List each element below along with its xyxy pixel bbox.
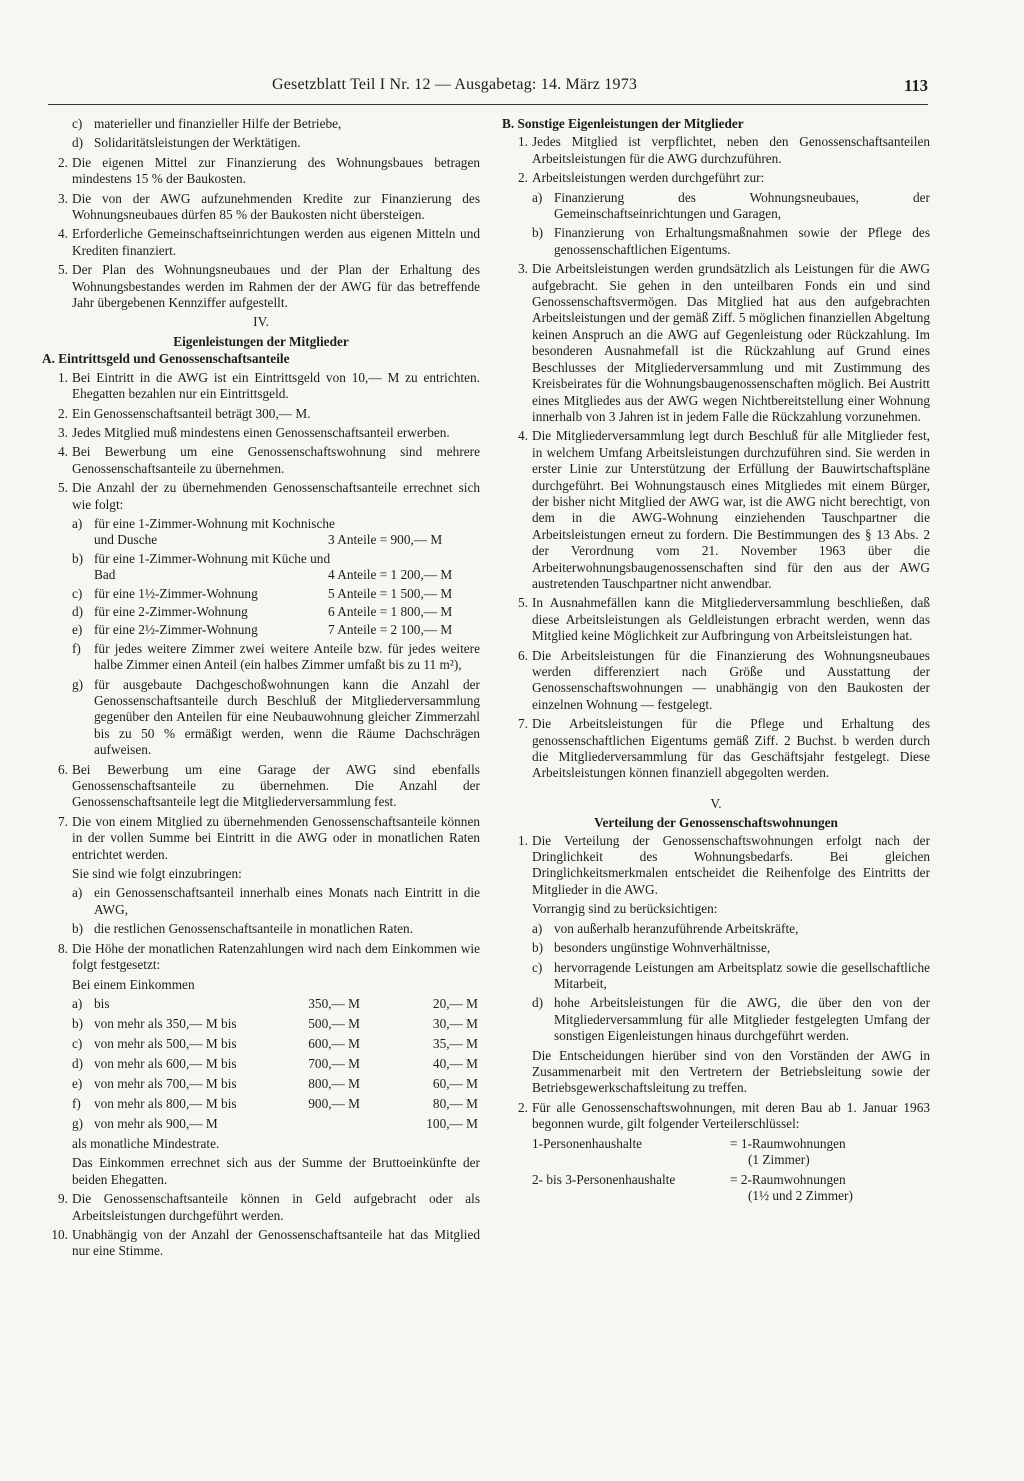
share-row: e) für eine 2½-Zimmer-Wohnung 7 Anteile = 2 100,— M	[72, 622, 453, 638]
income-row: c) von mehr als 500,— M bis 600,— M 35,— M	[72, 1035, 478, 1051]
left-column	[42, 116, 480, 1263]
header-title: Gesetzblatt Teil I Nr. 12 — Ausgabetag: 14. März 1973	[272, 76, 638, 93]
section-title: Verteilung der Genossenschaftswohnungen	[594, 815, 838, 831]
income-row: a) bis 350,— M 20,— M	[72, 995, 478, 1011]
paragraph-b4: 4. Die Mitgliederversammlung legt durch Beschluß für alle Mitglieder fest, in welchem Umfang Arbeitsleistungen durchzuführen sind. Sie werden in erster Linie zur Unterstützung der Erfüllung der Bauwirtschaftspläne durchgeführt. Bei Wohnungstausch eines Mitgliedes mit einem Bürger, der bisher nicht Mitglied der AWG war, ist die AWG nicht berechtigt, von dem in die AWG-Wohnung einziehenden Tauschpartner die Arbeitsleistungen erneut zu fordern. Die Bestimmungen des § 13 Abs. 2 der Verordnung vom 21. November 1963 über die Arbeiterwohnungsbaugenossenschaften sind für den aus der AWG austretenden Tauschpartner nicht anwendbar.	[518, 428, 930, 591]
list-item: a) ein Genossenschaftsanteil innerhalb eines Monats nach Eintritt in die AWG,	[72, 885, 480, 917]
share-row: b) für eine 1-Zimmer-Wohnung mit Küche und Bad 4 Anteile = 1 200,— M	[72, 550, 453, 583]
income-row: d) von mehr als 600,— M bis 700,— M 40,— M	[72, 1055, 478, 1071]
section-number: V.	[710, 795, 722, 811]
income-row: b) von mehr als 350,— M bis 500,— M 30,— M	[72, 1015, 478, 1031]
paragraph-b7: 7. Die Arbeitsleistungen für die Pflege und Erhaltung des genossenschaftlichen Eigentums gemäß Ziff. 2 Buchst. b werden durch die Mitgliederversammlung für das Geschäftsjahr festgelegt. Diese Arbeitsleistungen können finanziell abgegolten werden.	[518, 716, 930, 781]
share-row: c) für eine 1½-Zimmer-Wohnung 5 Anteile = 1 500,— M	[72, 585, 453, 601]
paragraph-text: Vorrangig sind zu berücksichtigen:	[532, 901, 718, 917]
paragraph-b3: 3. Die Arbeitsleistungen werden grundsätzlich als Leistungen für die AWG aufgebracht. Sie gehen in den unteilbaren Fonds ein und sind Genossenschaftsvermögen. Das Mitglied hat aus den aufgebrachten Arbeitsleistungen und der gemäß Ziff. 5 möglichen finanziellen Abgeltung keinen Anspruch an die AWG auf Gegenleistung oder Rückzahlung. Im besonderen Ausnahmefall ist die Rückzahlung auf Grund eines Beschlusses der Mitgliederversammlung und mit Zustimmung des Kreisbeirates für die Wohnungsbaugenossenschaften möglich. Bei Austritt eines Mitgliedes aus der AWG wegen Nichtbereitstellung einer Wohnung innerhalb von 3 Jahren ist in jedem Falle die Rückzahlung vorzunehmen.	[518, 261, 930, 424]
paragraph-a2: 2. Ein Genossenschaftsanteil beträgt 300,— M.	[58, 405, 311, 421]
paragraph-b5: 5. In Ausnahmefällen kann die Mitgliederversammlung beschließen, daß diese Arbeitsleistungen als Geldleistungen erbracht werden, wenn das Mitglied keine Möglichkeit zur Aufbringung von Arbeitsleistungen hat.	[518, 595, 930, 644]
paragraph-b2: 2. Arbeitsleistungen werden durchgeführt zur:	[518, 170, 765, 186]
paragraph-5: 5. Der Plan des Wohnungsneubaues und der Plan der Erhaltung des Wohnungsbestandes werden im Rahmen der der AWG für das betreffende Jahr übergebenen Kennziffer aufgestellt.	[58, 262, 480, 311]
paragraph-a10: 10. Unabhängig von der Anzahl der Genossenschaftsanteile hat das Mitglied nur eine Stimme.	[51, 1226, 480, 1259]
share-row: a) für eine 1-Zimmer-Wohnung mit Kochnische und Dusche 3 Anteile = 900,— M	[72, 515, 443, 548]
paragraph-a9: 9. Die Genossenschaftsanteile können in Geld aufgebracht oder als Arbeitsleistungen durchgeführt werden.	[58, 1191, 480, 1223]
paragraph-3: 3. Die von der AWG aufzunehmenden Kredite zur Finanzierung des Wohnungsneubaues dürfen 85 % der Baukosten nicht übersteigen.	[58, 190, 480, 223]
distribution-row: 2- bis 3-Personenhaushalte = 2-Raumwohnungen (1½ und 2 Zimmer)	[532, 1171, 853, 1203]
subsection-title: B. Sonstige Eigenleistungen der Mitglieder	[502, 116, 744, 131]
paragraph-4: 4. Erforderliche Gemeinschaftseinrichtungen werden aus eigenen Mitteln und Krediten finanziert.	[58, 226, 480, 258]
paragraph-a8: 8. Die Höhe der monatlichen Ratenzahlungen wird nach dem Einkommen wie folgt festgesetzt:	[58, 940, 480, 973]
paragraph-2: 2. Die eigenen Mittel zur Finanzierung des Wohnungsbaues betragen mindestens 15 % der Baukosten.	[58, 154, 480, 187]
section-number: IV.	[253, 314, 269, 330]
list-item: d) hohe Arbeitsleistungen für die AWG, die über den von der Mitgliederversammlung für alle Mitglieder festgelegten Umfang der sonstigen Eigenleistungen hinaus durchgeführt werden.	[532, 995, 930, 1044]
paragraph-a6: 6. Bei Bewerbung um eine Garage der AWG sind ebenfalls Genossenschaftsanteile zu übernehmen. Die Anzahl der Genossenschaftsanteile legt die Mitgliederversammlung fest.	[58, 761, 480, 810]
paragraph-a7: 7. Die von einem Mitglied zu übernehmenden Genossenschaftsanteile können in der vollen Summe bei Eintritt in die AWG oder in monatlichen Raten entrichtet werden.	[58, 813, 480, 862]
paragraph-text: als monatliche Mindestrate.	[72, 1135, 220, 1151]
income-row: e) von mehr als 700,— M bis 800,— M 60,— M	[72, 1075, 478, 1091]
subsection-title: A. Eintrittsgeld und Genossenschaftsanteile	[42, 351, 290, 367]
paragraph-a1: 1. Bei Eintritt in die AWG ist ein Eintrittsgeld von 10,— M zu entrichten. Ehegatten bezahlen nur ein Eintrittsgeld.	[58, 369, 480, 402]
paragraph-text: Sie sind wie folgt einzubringen:	[72, 866, 242, 882]
paragraph-a4: 4. Bei Bewerbung um eine Genossenschaftswohnung sind mehrere Genossenschaftsanteile zu übernehmen.	[58, 444, 480, 476]
list-item: a) von außerhalb heranzuführende Arbeitskräfte,	[532, 920, 799, 936]
list-item: c) materieller und finanzieller Hilfe der Betriebe,	[72, 116, 342, 131]
list-item: f) für jedes weitere Zimmer zwei weitere Anteile bzw. für jedes weitere halbe Zimmer einen Anteil (ein halbes Zimmer umfaßt bis zu 11 m²),	[72, 640, 480, 673]
distribution-row: 1-Personenhaushalte = 1-Raumwohnungen (1 Zimmer)	[532, 1135, 846, 1167]
paragraph-text: Das Einkommen errechnet sich aus der Summe der Bruttoeinkünfte der beiden Ehegatten.	[72, 1155, 480, 1187]
list-item: c) hervorragende Leistungen am Arbeitsplatz sowie die gesellschaftliche Mitarbeit,	[532, 959, 930, 991]
list-item: a) Finanzierung des Wohnungsneubaues, der Gemeinschaftseinrichtungen und Garagen,	[532, 189, 930, 222]
income-row: f) von mehr als 800,— M bis 900,— M 80,— M	[72, 1095, 478, 1111]
income-row: g) von mehr als 900,— M 100,— M	[72, 1115, 478, 1131]
paragraph-v1: 1. Die Verteilung der Genossenschaftswohnungen erfolgt nach der Dringlichkeit des Wohnungsbedarfs. Bei gleichen Dringlichkeitsmerkmalen entscheidet die Reihenfolge des Eintritts der Mitglieder in die AWG.	[518, 832, 930, 897]
paragraph-b1: 1. Jedes Mitglied ist verpflichtet, neben den Genossenschaftsanteilen Arbeitsleistungen für die AWG durchzuführen.	[518, 134, 930, 166]
list-item: b) die restlichen Genossenschaftsanteile in monatlichen Raten.	[72, 921, 414, 937]
right-column	[502, 116, 930, 1208]
page-number: 113	[904, 76, 928, 95]
list-item: d) Solidaritätsleistungen der Werktätigen.	[72, 135, 301, 151]
paragraph-b6: 6. Die Arbeitsleistungen für die Finanzierung des Wohnungsneubaues werden differenziert nach Größe und Ausstattung der Genossenschaftswohnungen — unabhängig von den Baukosten der einzelnen Wohnung — festgelegt.	[518, 647, 930, 712]
header-rule	[48, 104, 928, 105]
paragraph-v2: 2. Für alle Genossenschaftswohnungen, mit deren Bau ab 1. Januar 1963 begonnen wurde, gilt folgender Verteilerschlüssel:	[518, 1099, 930, 1132]
paragraph-text: Bei einem Einkommen	[72, 976, 195, 992]
page-header	[272, 76, 928, 102]
paragraph-a3: 3. Jedes Mitglied muß mindestens einen Genossenschaftsanteil erwerben.	[58, 424, 450, 440]
paragraph-text: Die Entscheidungen hierüber sind von den Vorständen der AWG in Zusammenarbeit mit den Vertretern der Betriebsleitung sowie der Betriebsgewerkschaftsleitung zu treffen.	[532, 1047, 930, 1096]
paragraph-a5: 5. Die Anzahl der zu übernehmenden Genossenschaftsanteile errechnet sich wie folgt:	[58, 480, 480, 512]
section-title: Eigenleistungen der Mitglieder	[173, 333, 349, 349]
list-item: b) besonders ungünstige Wohnverhältnisse,	[532, 940, 771, 956]
share-row: d) für eine 2-Zimmer-Wohnung 6 Anteile = 1 800,— M	[72, 603, 453, 619]
list-item: b) Finanzierung von Erhaltungsmaßnahmen sowie der Pflege des genossenschaftlichen Eigentums.	[532, 225, 930, 257]
list-item: g) für ausgebaute Dachgeschoßwohnungen kann die Anzahl der Genossenschaftsanteile durch Beschluß der Mitgliederversammlung gegenüber den Anteilen für eine Neubauwohnung gleicher Zimmerzahl bis zu 50 % ermäßigt werden, wenn die Räume Dachschrägen aufweisen.	[72, 676, 480, 758]
